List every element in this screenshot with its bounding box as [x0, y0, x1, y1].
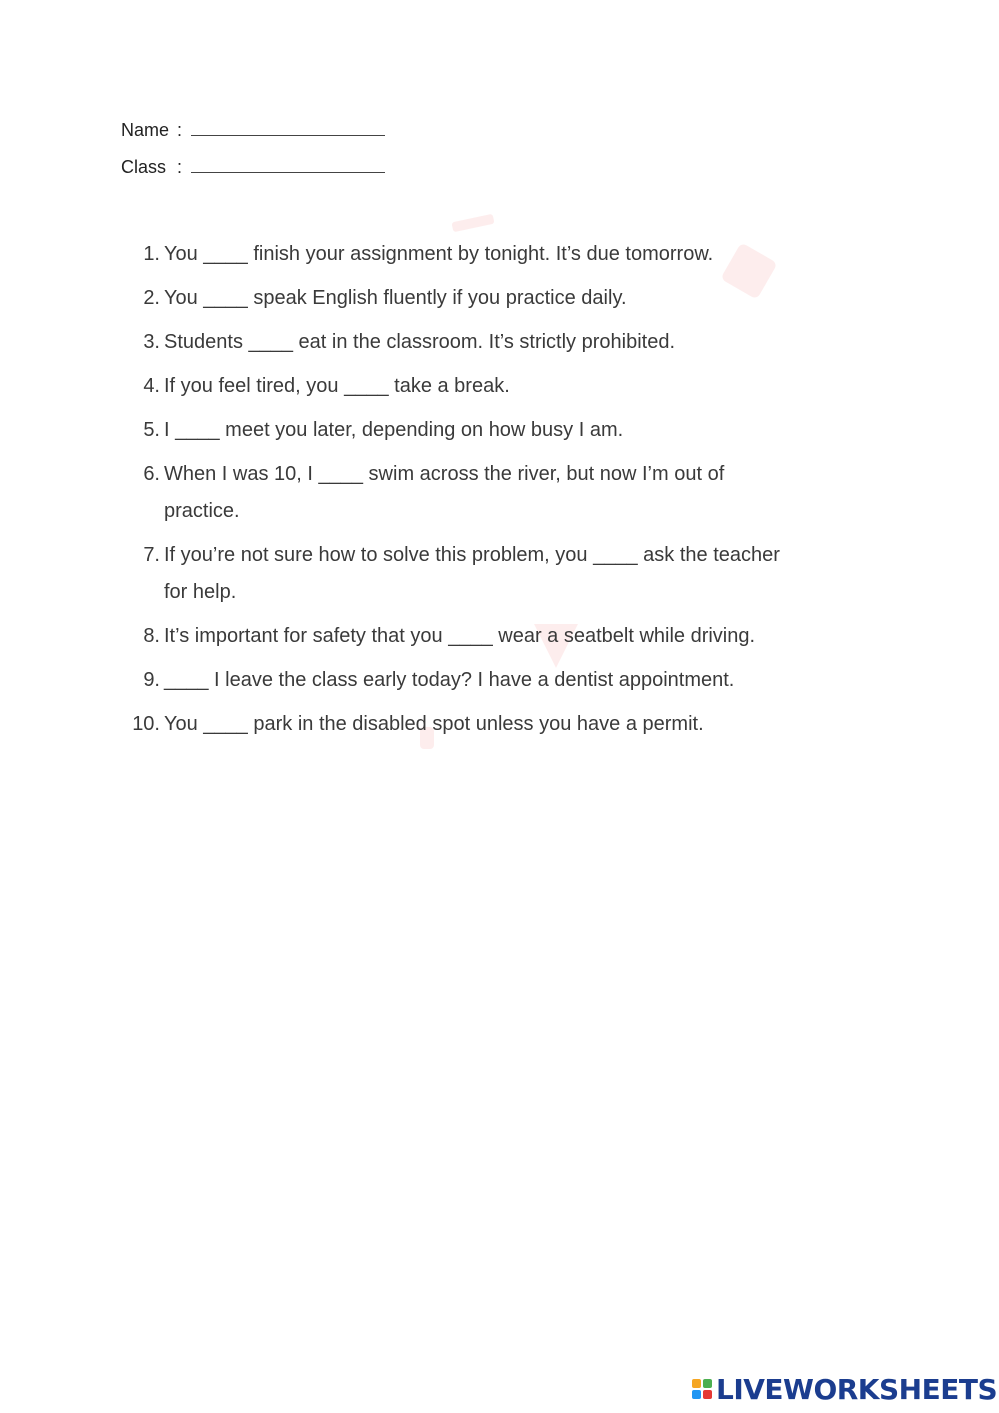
student-info-fields [121, 120, 385, 194]
liveworksheets-logo[interactable] [692, 1374, 997, 1404]
question-text: Students ____ eat in the classroom. It’s strictly prohibited. [164, 331, 676, 353]
question-text: ____ I leave the class early today? I have a dentist appointment. [164, 669, 735, 691]
question-number: 9. [143, 669, 160, 691]
question-item [0, 236, 999, 273]
question-item [0, 706, 999, 743]
question-item [0, 368, 999, 405]
question-item [0, 412, 999, 449]
question-number: 2. [143, 287, 160, 309]
question-text: When I was 10, I ____ swim across the river, but now I’m out of practice. [164, 463, 725, 522]
class-label: Class [121, 157, 167, 177]
logo-square-3 [692, 1390, 701, 1399]
question-text: I ____ meet you later, depending on how busy I am. [164, 419, 624, 441]
question-number: 3. [143, 331, 160, 353]
question-number: 8. [143, 625, 160, 647]
question-text: It’s important for safety that you ____ wear a seatbelt while driving. [164, 625, 756, 647]
question-text: If you feel tired, you ____ take a break. [164, 375, 510, 397]
question-number: 4. [143, 375, 160, 397]
question-item [0, 280, 999, 317]
question-list [0, 236, 999, 750]
question-number: 1. [143, 243, 160, 265]
logo-square-1 [692, 1379, 701, 1388]
question-number: 7. [143, 544, 160, 566]
logo-mark-icon [692, 1379, 712, 1399]
decorative-shape [451, 214, 494, 233]
question-item [0, 662, 999, 699]
question-item [0, 456, 999, 530]
class-colon: : [177, 157, 183, 177]
question-number: 6. [143, 463, 160, 485]
logo-square-4 [703, 1390, 712, 1399]
logo-text: LIVEWORKSHEETS [716, 1372, 998, 1406]
name-field-row [121, 120, 385, 157]
question-text: You ____ park in the disabled spot unless you have a permit. [164, 713, 704, 735]
question-text: If you’re not sure how to solve this problem, you ____ ask the teacher for help. [164, 544, 780, 603]
class-blank-line[interactable] [191, 158, 385, 173]
question-number: 5. [143, 419, 160, 441]
question-text: You ____ speak English fluently if you practice daily. [164, 287, 627, 309]
question-item [0, 618, 999, 655]
question-number: 10. [132, 713, 160, 735]
class-field-row [121, 157, 385, 194]
name-blank-line[interactable] [191, 121, 385, 136]
name-label: Name [121, 120, 170, 140]
question-item [0, 537, 999, 611]
question-item [0, 324, 999, 361]
logo-square-2 [703, 1379, 712, 1388]
name-colon: : [177, 120, 183, 140]
question-text: You ____ finish your assignment by tonight. It’s due tomorrow. [164, 243, 714, 265]
